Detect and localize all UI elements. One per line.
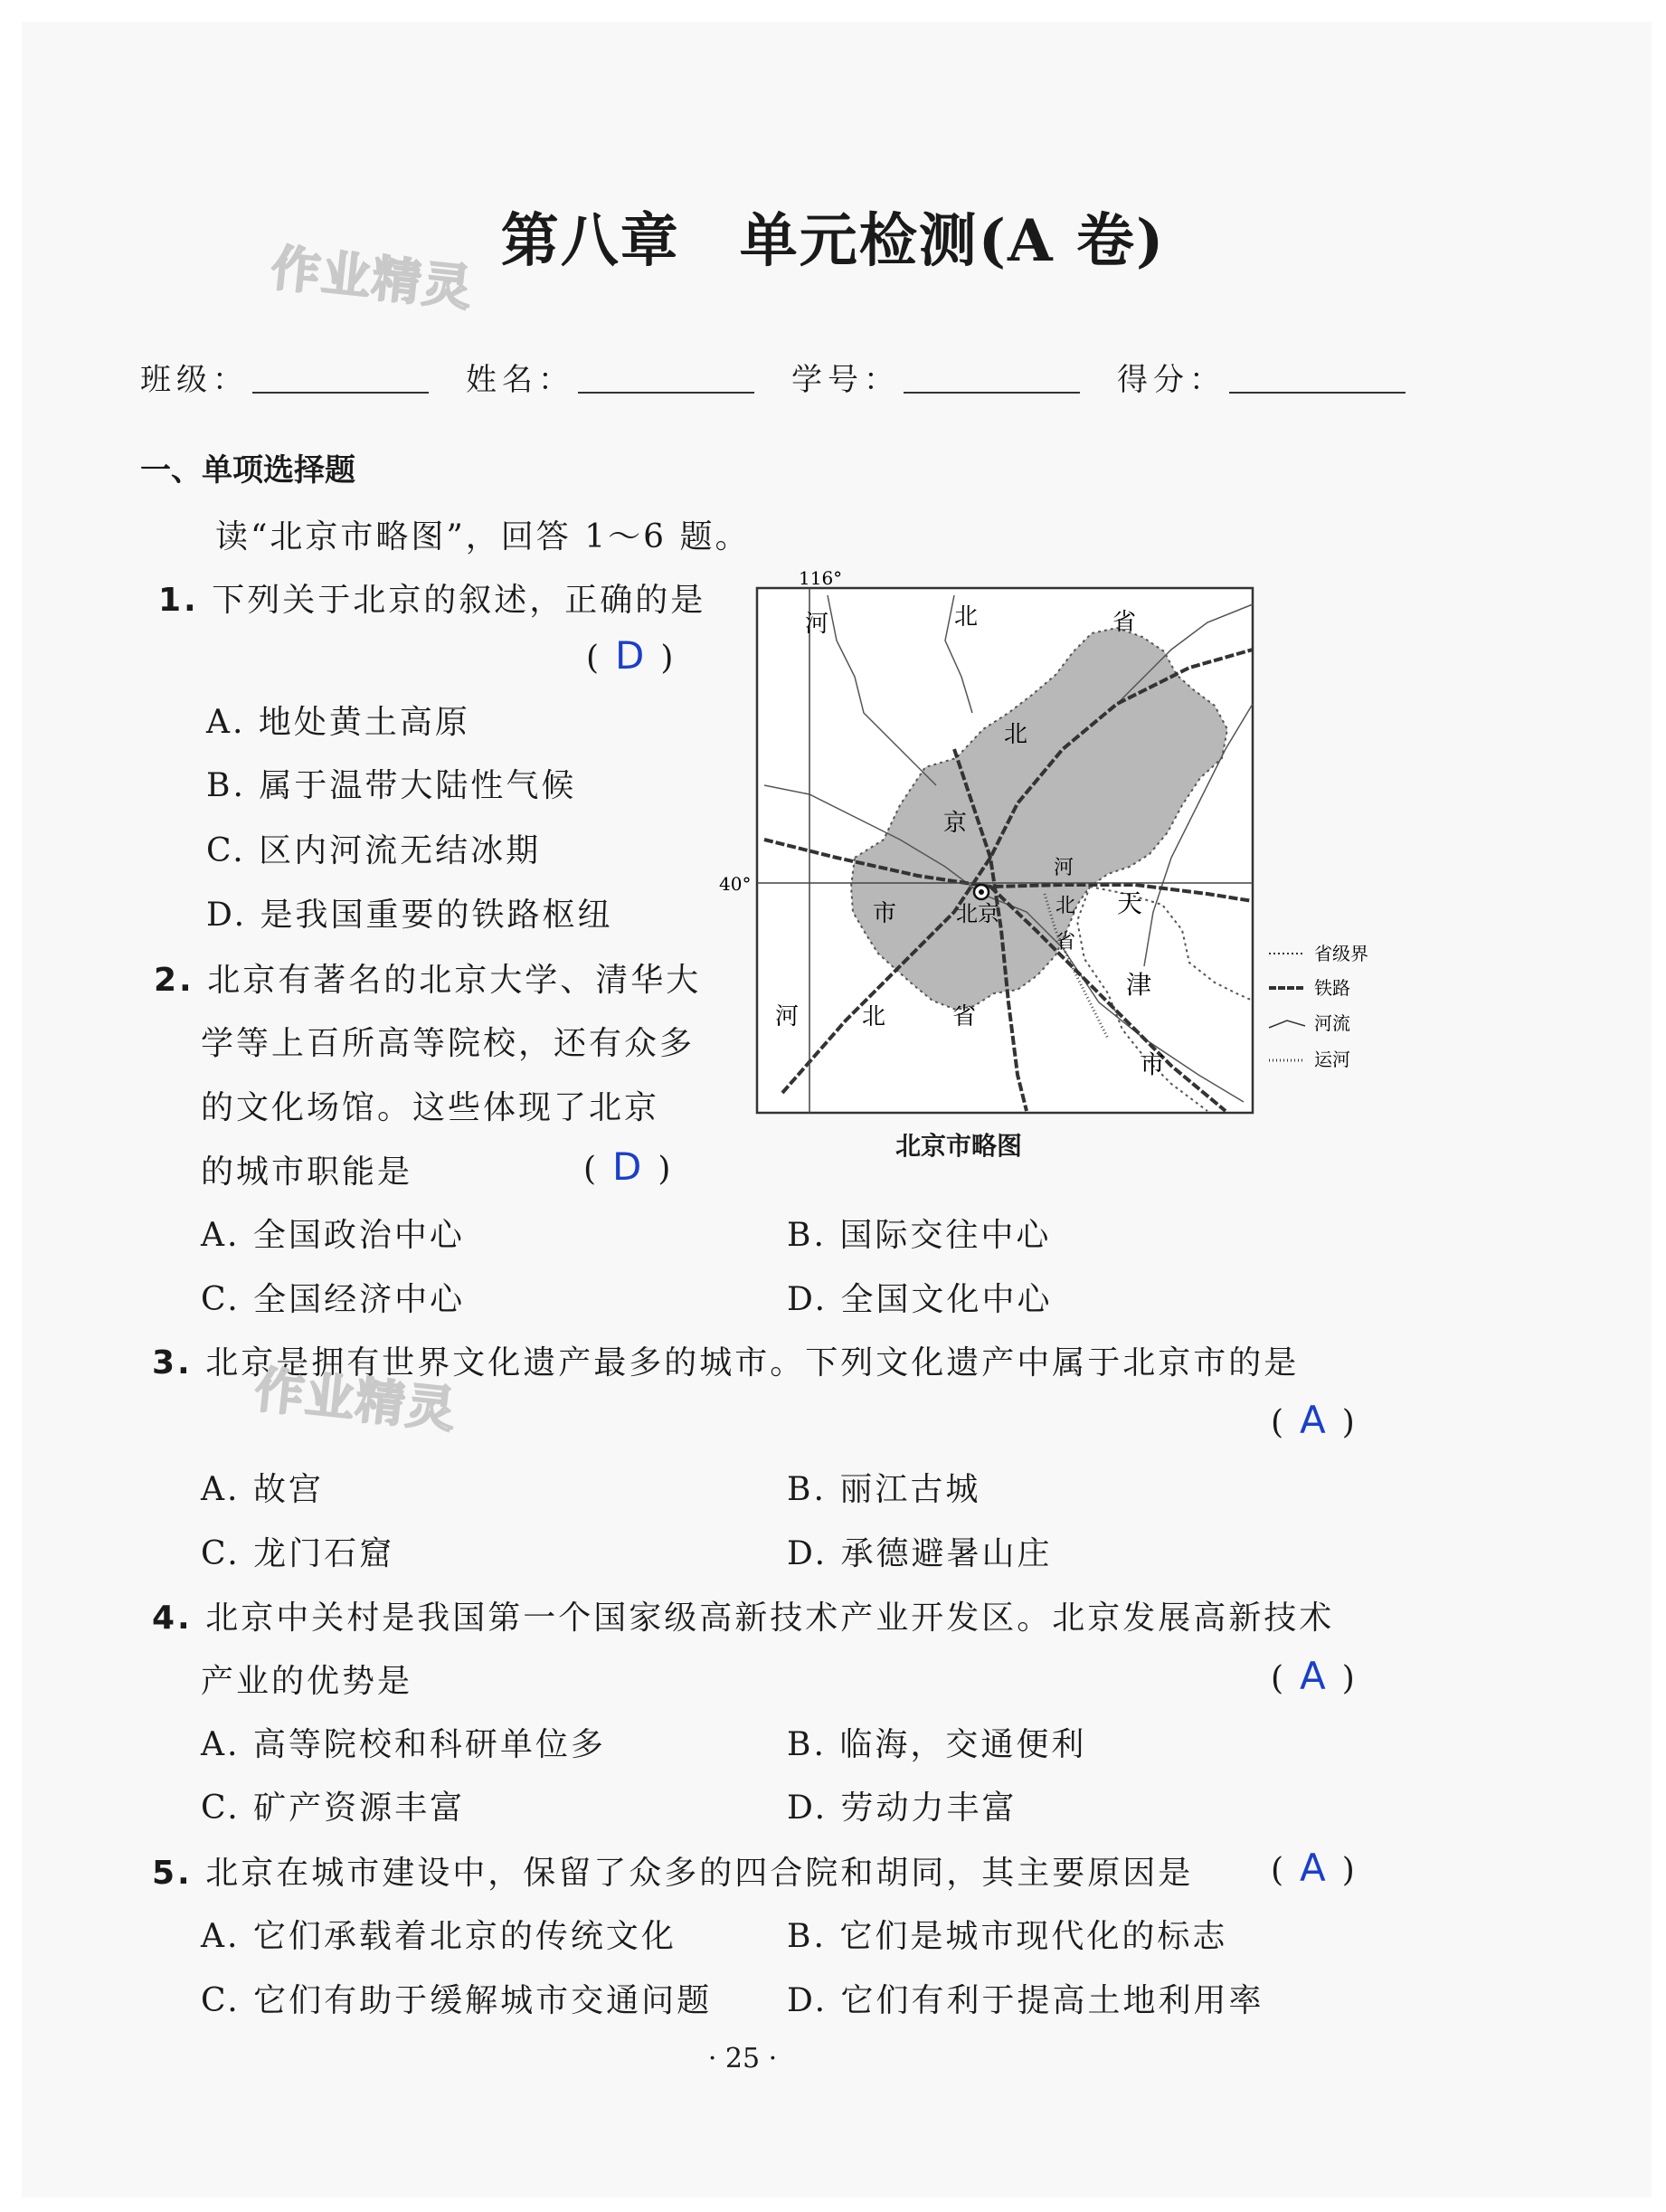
legend-canal-label: 运河 — [1314, 1049, 1350, 1070]
question-5: 5. 北京在城市建设中，保留了众多的四合院和胡同，其主要原因是 — [152, 1855, 1194, 1892]
map-label: 市 — [873, 900, 897, 927]
q3-option-b[interactable]: B. 丽江古城 — [787, 1471, 981, 1508]
section-title: 一、单项选择题 — [140, 452, 355, 489]
question-4-line-2: 产业的优势是 — [201, 1663, 413, 1700]
map-label: 河 — [805, 611, 829, 638]
page-title: 第八章 单元检测(A 卷) — [500, 207, 1166, 275]
answer-5: ( A ) — [1271, 1846, 1355, 1890]
legend-border-label: 省级界 — [1314, 943, 1368, 964]
map-label: 省 — [1112, 609, 1137, 636]
question-2: 2. 北京有著名的北京大学、清华大 — [154, 962, 702, 999]
question-1: 1. 下列关于北京的叙述，正确的是 — [158, 582, 706, 619]
q2-option-b[interactable]: B. 国际交往中心 — [787, 1217, 1052, 1254]
q2-option-a[interactable]: A. 全国政治中心 — [201, 1217, 465, 1254]
q1-option-b[interactable]: B. 属于温带大陆性气候 — [206, 767, 577, 804]
class-field[interactable]: 班级： — [140, 355, 429, 399]
q5-option-d[interactable]: D. 它们有利于提高土地利用率 — [787, 1982, 1264, 2019]
student-number-field[interactable]: 学号： — [791, 355, 1080, 399]
map-label: 省 — [952, 1003, 977, 1030]
watermark-2: 作业精灵 — [251, 1361, 460, 1439]
latitude-label: 40° — [719, 873, 752, 895]
watermark: 作业精灵 — [268, 239, 477, 318]
q3-option-d[interactable]: D. 承德避暑山庄 — [787, 1535, 1053, 1572]
map-label: 省 — [1055, 931, 1076, 954]
map-label: 河 — [1054, 857, 1074, 879]
question-2-line-3: 的文化场馆。这些体现了北京 — [201, 1089, 660, 1126]
question-2-line-2: 学等上百所高等院校，还有众多 — [201, 1025, 696, 1062]
q5-option-b[interactable]: B. 它们是城市现代化的标志 — [787, 1918, 1228, 1955]
answer-3: ( A ) — [1271, 1398, 1355, 1442]
q4-option-a[interactable]: A. 高等院校和科研单位多 — [201, 1726, 606, 1763]
q1-option-a[interactable]: A. 地处黄土高原 — [206, 704, 470, 741]
map-caption: 北京市略图 — [895, 1131, 1023, 1161]
question-3: 3. 北京是拥有世界文化遗产最多的城市。下列文化遗产中属于北京市的是 — [152, 1344, 1300, 1381]
q4-option-b[interactable]: B. 临海，交通便利 — [787, 1726, 1087, 1763]
q4-option-c[interactable]: C. 矿产资源丰富 — [201, 1790, 466, 1827]
q5-option-c[interactable]: C. 它们有助于缓解城市交通问题 — [201, 1982, 713, 2019]
map-label: 津 — [1126, 970, 1152, 1000]
map-label: 北 — [1055, 895, 1076, 917]
question-2-line-4: 的城市职能是 — [201, 1153, 413, 1191]
q3-option-a[interactable]: A. 故宫 — [201, 1471, 324, 1508]
q4-option-d[interactable]: D. 劳动力丰富 — [787, 1790, 1018, 1827]
q5-option-a[interactable]: A. 它们承载着北京的传统文化 — [201, 1918, 677, 1955]
q2-option-c[interactable]: C. 全国经济中心 — [201, 1281, 466, 1318]
q1-option-d[interactable]: D. 是我国重要的铁路枢纽 — [206, 897, 613, 934]
question-4: 4. 北京中关村是我国第一个国家级高新技术产业开发区。北京发展高新技术 — [152, 1600, 1335, 1637]
q2-option-d[interactable]: D. 全国文化中心 — [787, 1281, 1053, 1318]
map-label: 天 — [1117, 888, 1143, 918]
map-label: 河 — [775, 1003, 800, 1030]
legend-river-symbol — [1269, 1021, 1305, 1028]
q3-option-c[interactable]: C. 龙门石窟 — [201, 1535, 395, 1572]
map-label: 市 — [1140, 1049, 1166, 1079]
longitude-label: 116° — [799, 568, 843, 589]
name-field[interactable]: 姓名： — [466, 355, 754, 399]
score-field[interactable]: 得分： — [1117, 355, 1406, 399]
map-label: 京 — [943, 810, 968, 837]
answer-1: ( D ) — [586, 633, 674, 678]
q1-option-c[interactable]: C. 区内河流无结冰期 — [206, 832, 542, 869]
answer-4: ( A ) — [1271, 1654, 1355, 1698]
map-label: 北 — [954, 603, 979, 631]
beijing-map — [719, 568, 1379, 1147]
map-label: 北 — [1004, 721, 1028, 748]
intro-text: 读“北京市略图”，回答 1～6 题。 — [215, 518, 751, 555]
page-number: · 25 · — [707, 2043, 778, 2074]
legend-river-label: 河流 — [1314, 1012, 1350, 1034]
legend-railway-label: 铁路 — [1314, 977, 1350, 999]
answer-2: ( D ) — [583, 1144, 671, 1189]
beijing-marker-dot — [979, 889, 984, 895]
map-label: 北 — [862, 1003, 886, 1030]
map-label: 北京 — [956, 901, 999, 926]
